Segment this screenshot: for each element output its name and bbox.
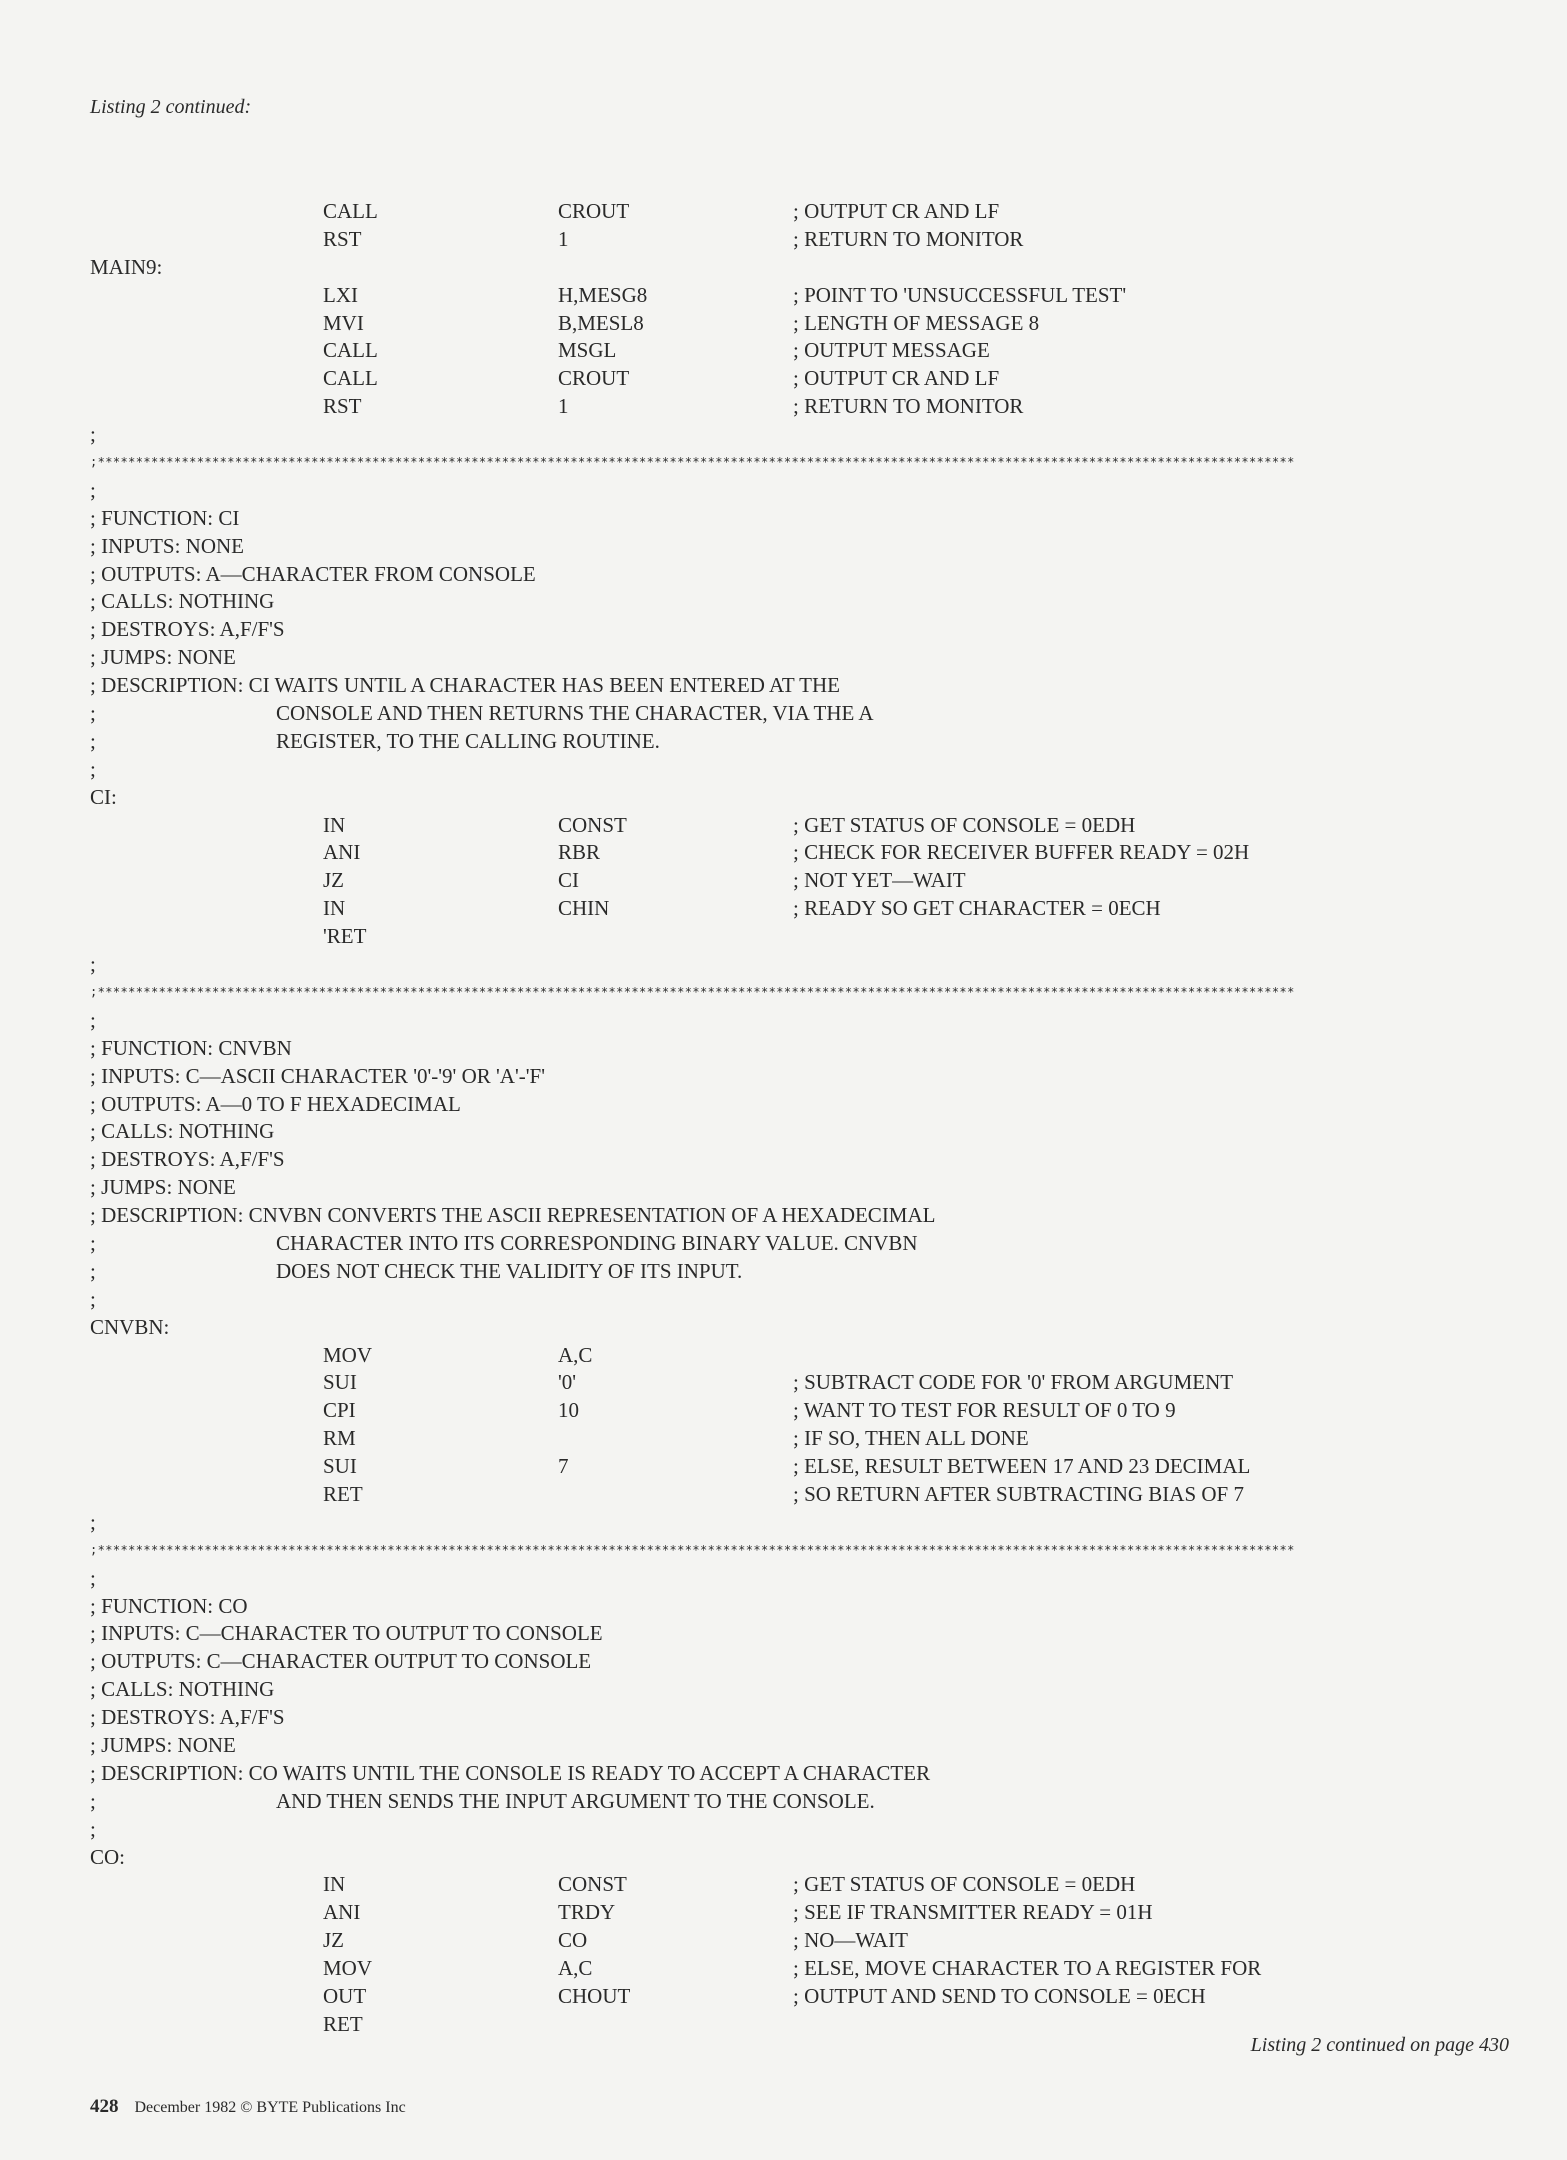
code-comment: ; RETURN TO MONITOR — [793, 226, 1024, 251]
code-comment: ; WANT TO TEST FOR RESULT OF 0 TO 9 — [793, 1398, 1176, 1423]
opcode: ANI — [323, 1900, 361, 1925]
comment-line — [90, 588, 1510, 616]
code-line — [90, 1453, 1510, 1481]
comment-semicolon: ; — [90, 1565, 96, 1590]
header-comment: ; DESCRIPTION: CI WAITS UNTIL A CHARACTER HAS BEEN ENTERED AT THE — [90, 673, 840, 698]
comment-line — [90, 533, 1510, 561]
code-label-line — [90, 254, 1510, 282]
header-comment: ; OUTPUTS: A—0 TO F HEXADECIMAL — [90, 1091, 461, 1116]
comment-line — [90, 1035, 1510, 1063]
code-line — [90, 1369, 1510, 1397]
comment-semicolon: ; — [90, 1258, 96, 1283]
code-label: CI: — [90, 784, 117, 809]
header-comment: ; CALLS: NOTHING — [90, 589, 275, 614]
separator-line — [90, 979, 1510, 1007]
operand: TRDY — [558, 1900, 616, 1925]
blank-comment-line — [90, 951, 1510, 979]
code-line — [90, 226, 1510, 254]
comment-semicolon: ; — [90, 1286, 96, 1311]
header-comment: ; DESTROYS: A,F/F'S — [90, 1147, 285, 1172]
comment-line — [90, 1648, 1510, 1676]
code-comment: ; ELSE, RESULT BETWEEN 17 AND 23 DECIMAL — [793, 1454, 1251, 1479]
comment-line — [90, 1732, 1510, 1760]
comment-line — [90, 616, 1510, 644]
comment-line — [90, 672, 1510, 700]
comment-line — [90, 505, 1510, 533]
asterisk-separator: ;************************************************************************************************************************************************************* — [90, 984, 1295, 999]
publication-credit: December 1982 © BYTE Publications Inc — [134, 2099, 406, 2116]
opcode: JZ — [323, 868, 344, 893]
comment-line — [90, 1118, 1510, 1146]
comment-semicolon: ; — [90, 1007, 96, 1032]
header-comment: ; JUMPS: NONE — [90, 645, 236, 670]
opcode: RST — [323, 394, 362, 419]
opcode: JZ — [323, 1928, 344, 1953]
opcode: MOV — [323, 1956, 373, 1981]
comment-semicolon: ; — [90, 1509, 96, 1534]
description-continuation — [90, 1258, 1510, 1286]
opcode: SUI — [323, 1454, 357, 1479]
code-line — [90, 1425, 1510, 1453]
code-line — [90, 282, 1510, 310]
operand: B,MESL8 — [558, 310, 644, 335]
blank-comment-line — [90, 1816, 1510, 1844]
comment-line — [90, 1146, 1510, 1174]
code-comment: ; POINT TO 'UNSUCCESSFUL TEST' — [793, 282, 1127, 307]
code-comment: ; OUTPUT MESSAGE — [793, 338, 990, 363]
comment-semicolon: ; — [90, 1230, 96, 1255]
blank-comment-line — [90, 756, 1510, 784]
code-line — [90, 393, 1510, 421]
opcode: CALL — [323, 199, 378, 223]
comment-line — [90, 1676, 1510, 1704]
comment-line — [90, 1620, 1510, 1648]
opcode: RST — [323, 226, 362, 251]
code-comment: ; SEE IF TRANSMITTER READY = 01H — [793, 1900, 1153, 1925]
code-line — [90, 923, 1510, 951]
code-label-line — [90, 784, 1510, 812]
operand: CO — [558, 1928, 588, 1953]
blank-comment-line — [90, 1565, 1510, 1593]
code-label-line — [90, 1314, 1510, 1342]
code-comment: ; IF SO, THEN ALL DONE — [793, 1426, 1029, 1451]
description-text: CONSOLE AND THEN RETURNS THE CHARACTER, VIA THE A — [276, 701, 874, 726]
comment-line — [90, 1202, 1510, 1230]
header-comment: ; DESCRIPTION: CNVBN CONVERTS THE ASCII REPRESENTATION OF A HEXADECIMAL — [90, 1203, 936, 1228]
comment-semicolon: ; — [90, 756, 96, 781]
opcode: OUT — [323, 1984, 367, 2008]
operand: CROUT — [558, 199, 630, 223]
header-comment: ; JUMPS: NONE — [90, 1175, 236, 1200]
operand: 7 — [558, 1454, 569, 1479]
comment-line — [90, 1704, 1510, 1732]
operand: CONST — [558, 812, 627, 837]
opcode: IN — [323, 1872, 346, 1897]
separator-line — [90, 1537, 1510, 1565]
operand: MSGL — [558, 338, 617, 363]
page-number: 428 — [90, 2096, 119, 2117]
operand: 1 — [558, 394, 569, 419]
header-comment: ; CALLS: NOTHING — [90, 1119, 275, 1144]
code-line — [90, 895, 1510, 923]
opcode: CALL — [323, 338, 378, 363]
comment-semicolon: ; — [90, 952, 96, 977]
code-comment: ; SUBTRACT CODE FOR '0' FROM ARGUMENT — [793, 1370, 1234, 1395]
code-line — [90, 310, 1510, 338]
opcode: LXI — [323, 282, 358, 307]
description-text: DOES NOT CHECK THE VALIDITY OF ITS INPUT. — [276, 1258, 743, 1283]
operand: CROUT — [558, 366, 630, 391]
asterisk-separator: ;************************************************************************************************************************************************************* — [90, 455, 1295, 470]
code-line — [90, 337, 1510, 365]
code-listing — [90, 198, 1510, 2039]
code-comment: ; ELSE, MOVE CHARACTER TO A REGISTER FOR — [793, 1956, 1262, 1981]
operand: A,C — [558, 1342, 593, 1367]
code-comment: ; SO RETURN AFTER SUBTRACTING BIAS OF 7 — [793, 1481, 1244, 1506]
comment-line — [90, 1091, 1510, 1119]
opcode: RET — [323, 2011, 363, 2036]
opcode: IN — [323, 812, 346, 837]
header-comment: ; INPUTS: C—ASCII CHARACTER '0'-'9' OR 'A'-'F' — [90, 1063, 545, 1088]
code-label: CNVBN: — [90, 1314, 170, 1339]
code-line — [90, 812, 1510, 840]
blank-comment-line — [90, 1509, 1510, 1537]
description-continuation — [90, 728, 1510, 756]
code-comment: ; RETURN TO MONITOR — [793, 394, 1024, 419]
page-footer — [90, 2096, 406, 2118]
comment-semicolon: ; — [90, 422, 96, 447]
operand: 1 — [558, 226, 569, 251]
code-comment: ; OUTPUT CR AND LF — [793, 366, 1000, 391]
code-line — [90, 1983, 1510, 2011]
opcode: CPI — [323, 1398, 356, 1423]
code-comment: ; GET STATUS OF CONSOLE = 0EDH — [793, 1872, 1136, 1897]
blank-comment-line — [90, 477, 1510, 505]
opcode: IN — [323, 896, 346, 921]
operand: CHOUT — [558, 1984, 631, 2008]
header-comment: ; OUTPUTS: C—CHARACTER OUTPUT TO CONSOLE — [90, 1649, 592, 1674]
opcode: ANI — [323, 840, 361, 865]
code-comment: ; GET STATUS OF CONSOLE = 0EDH — [793, 812, 1136, 837]
operand: CI — [558, 868, 579, 893]
code-line — [90, 1927, 1510, 1955]
asterisk-separator: ;************************************************************************************************************************************************************* — [90, 1542, 1295, 1557]
opcode: MOV — [323, 1342, 373, 1367]
code-comment: ; LENGTH OF MESSAGE 8 — [793, 310, 1040, 335]
operand: 10 — [558, 1398, 579, 1423]
operand: CHIN — [558, 896, 610, 921]
header-comment: ; DESTROYS: A,F/F'S — [90, 1705, 285, 1730]
opcode: RET — [323, 1481, 363, 1506]
code-line — [90, 1899, 1510, 1927]
comment-line — [90, 1174, 1510, 1202]
header-comment: ; FUNCTION: CO — [90, 1593, 248, 1618]
description-continuation — [90, 700, 1510, 728]
description-continuation — [90, 1230, 1510, 1258]
comment-semicolon: ; — [90, 701, 96, 726]
code-line — [90, 1955, 1510, 1983]
comment-line — [90, 561, 1510, 589]
comment-line — [90, 1760, 1510, 1788]
header-comment: ; OUTPUTS: A—CHARACTER FROM CONSOLE — [90, 561, 536, 586]
code-line — [90, 1342, 1510, 1370]
header-comment: ; FUNCTION: CNVBN — [90, 1035, 292, 1060]
opcode: 'RET — [323, 924, 367, 949]
header-comment: ; JUMPS: NONE — [90, 1732, 236, 1757]
operand: A,C — [558, 1956, 593, 1981]
blank-comment-line — [90, 1286, 1510, 1314]
opcode: MVI — [323, 310, 364, 335]
code-line — [90, 198, 1510, 226]
comment-semicolon: ; — [90, 1788, 96, 1813]
header-comment: ; CALLS: NOTHING — [90, 1677, 275, 1702]
code-comment: ; NO—WAIT — [793, 1928, 908, 1953]
header-comment: ; DESCRIPTION: CO WAITS UNTIL THE CONSOLE IS READY TO ACCEPT A CHARACTER — [90, 1760, 931, 1785]
comment-semicolon: ; — [90, 1816, 96, 1841]
separator-line — [90, 449, 1510, 477]
comment-line — [90, 1593, 1510, 1621]
code-comment: ; NOT YET—WAIT — [793, 868, 966, 893]
comment-line — [90, 1063, 1510, 1091]
code-line — [90, 839, 1510, 867]
code-comment: ; READY SO GET CHARACTER = 0ECH — [793, 896, 1161, 921]
opcode: RM — [323, 1426, 356, 1451]
operand: RBR — [558, 840, 601, 865]
header-comment: ; DESTROYS: A,F/F'S — [90, 617, 285, 642]
listing-header: Listing 2 continued: — [90, 96, 252, 118]
operand: CONST — [558, 1872, 627, 1897]
blank-comment-line — [90, 421, 1510, 449]
code-label-line — [90, 1844, 1510, 1872]
header-comment: ; INPUTS: NONE — [90, 533, 245, 558]
header-comment: ; FUNCTION: CI — [90, 505, 240, 530]
code-label: MAIN9: — [90, 254, 163, 279]
description-text: REGISTER, TO THE CALLING ROUTINE. — [276, 728, 660, 753]
continued-note: Listing 2 continued on page 430 — [1250, 2034, 1509, 2056]
code-comment: ; OUTPUT CR AND LF — [793, 199, 1000, 223]
description-text: AND THEN SENDS THE INPUT ARGUMENT TO THE CONSOLE. — [276, 1788, 875, 1813]
code-line — [90, 365, 1510, 393]
code-line — [90, 1871, 1510, 1899]
comment-semicolon: ; — [90, 728, 96, 753]
operand: '0' — [558, 1370, 577, 1395]
blank-comment-line — [90, 1007, 1510, 1035]
code-line — [90, 867, 1510, 895]
code-comment: ; CHECK FOR RECEIVER BUFFER READY = 02H — [793, 840, 1250, 865]
code-label: CO: — [90, 1844, 126, 1869]
code-line — [90, 1481, 1510, 1509]
opcode: CALL — [323, 366, 378, 391]
comment-semicolon: ; — [90, 477, 96, 502]
description-continuation — [90, 1788, 1510, 1816]
operand: H,MESG8 — [558, 282, 648, 307]
description-text: CHARACTER INTO ITS CORRESPONDING BINARY VALUE. CNVBN — [276, 1230, 918, 1255]
opcode: SUI — [323, 1370, 357, 1395]
code-line — [90, 1397, 1510, 1425]
comment-line — [90, 644, 1510, 672]
code-comment: ; OUTPUT AND SEND TO CONSOLE = 0ECH — [793, 1984, 1206, 2008]
header-comment: ; INPUTS: C—CHARACTER TO OUTPUT TO CONSOLE — [90, 1621, 603, 1646]
